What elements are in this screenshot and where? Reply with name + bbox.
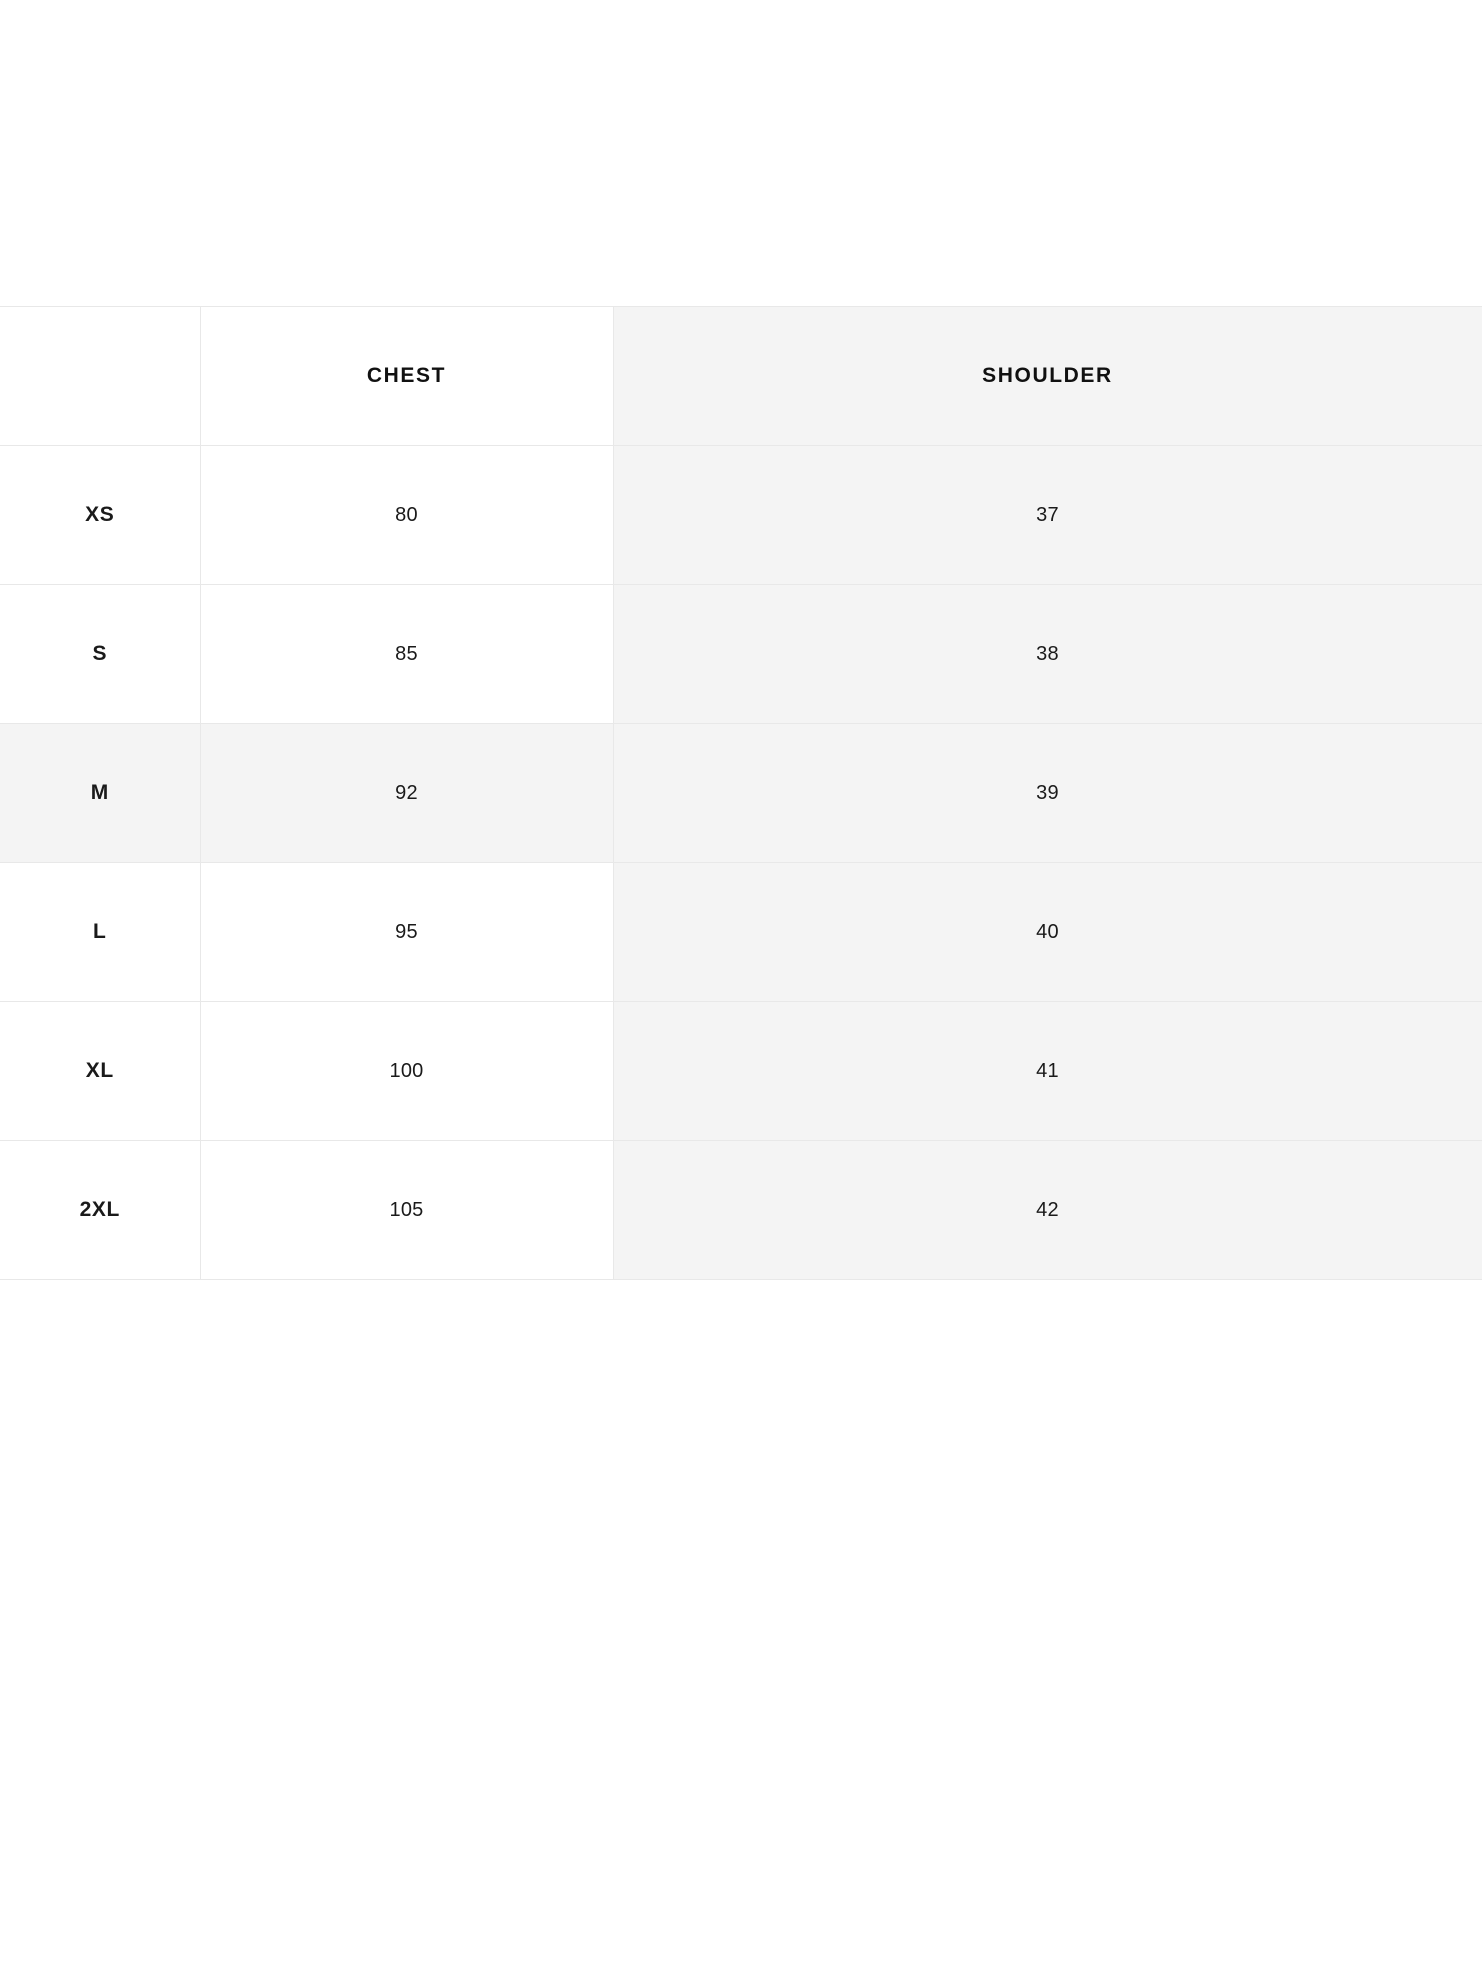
table-row bbox=[0, 1002, 1482, 1141]
table-row bbox=[0, 724, 1482, 863]
cell-size: XS bbox=[0, 446, 200, 585]
cell-size: S bbox=[0, 585, 200, 724]
table-body bbox=[0, 446, 1482, 1280]
column-header-size bbox=[0, 307, 200, 446]
size-chart-container bbox=[0, 306, 1482, 1280]
cell-chest: 100 bbox=[200, 1002, 613, 1141]
cell-chest: 80 bbox=[200, 446, 613, 585]
cell-chest: 92 bbox=[200, 724, 613, 863]
table-row bbox=[0, 1141, 1482, 1280]
cell-shoulder: 42 bbox=[613, 1141, 1482, 1280]
cell-size: XL bbox=[0, 1002, 200, 1141]
column-header-chest: CHEST bbox=[200, 307, 613, 446]
table-header bbox=[0, 307, 1482, 446]
cell-shoulder: 39 bbox=[613, 724, 1482, 863]
cell-size: L bbox=[0, 863, 200, 1002]
cell-chest: 105 bbox=[200, 1141, 613, 1280]
size-chart-table bbox=[0, 306, 1482, 1280]
column-header-shoulder: SHOULDER bbox=[613, 307, 1482, 446]
table-row bbox=[0, 863, 1482, 1002]
cell-shoulder: 40 bbox=[613, 863, 1482, 1002]
cell-chest: 95 bbox=[200, 863, 613, 1002]
table-row bbox=[0, 585, 1482, 724]
table-header-row bbox=[0, 307, 1482, 446]
cell-size: M bbox=[0, 724, 200, 863]
cell-size: 2XL bbox=[0, 1141, 200, 1280]
table-row bbox=[0, 446, 1482, 585]
cell-shoulder: 41 bbox=[613, 1002, 1482, 1141]
cell-shoulder: 38 bbox=[613, 585, 1482, 724]
cell-shoulder: 37 bbox=[613, 446, 1482, 585]
cell-chest: 85 bbox=[200, 585, 613, 724]
